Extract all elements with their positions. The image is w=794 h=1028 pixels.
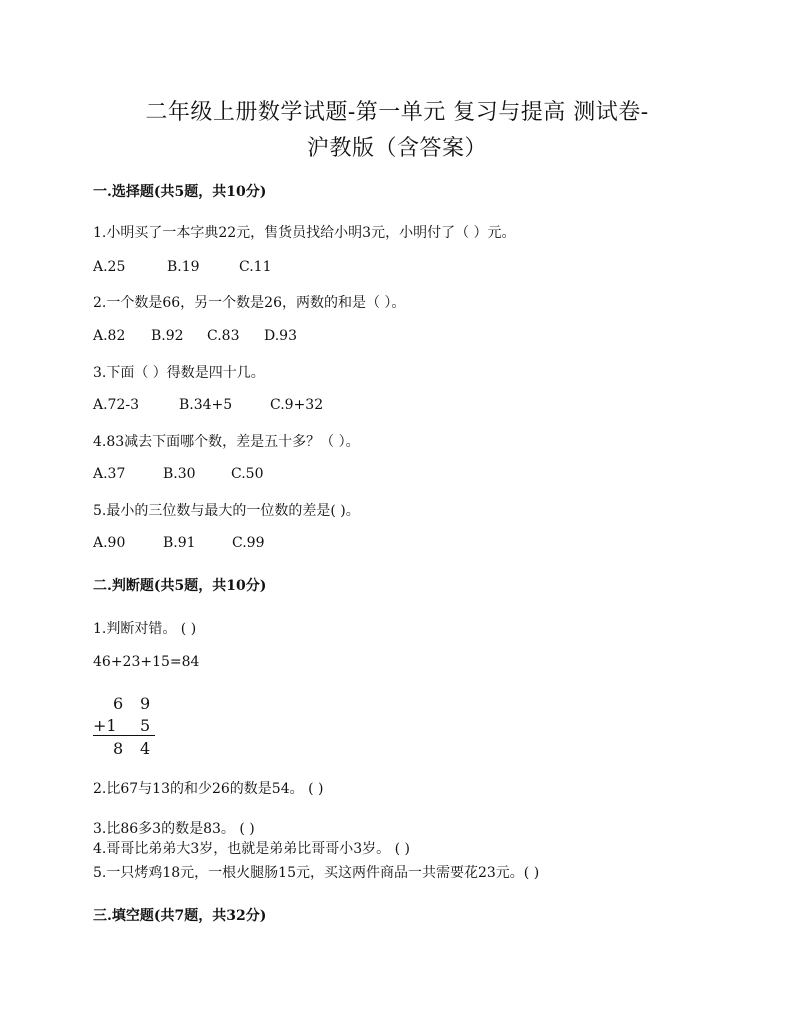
option: A.37 <box>93 466 126 482</box>
vertical-row-1 <box>93 694 163 714</box>
vertical-row-2 <box>93 716 163 736</box>
digit: 5 <box>140 716 151 735</box>
option: C.11 <box>239 259 272 275</box>
option: C.9+32 <box>270 397 324 413</box>
option: A.72-3 <box>93 397 140 413</box>
option: C.83 <box>207 328 240 344</box>
question-text: 5.最小的三位数与最大的一位数的差是( )。 <box>93 503 360 519</box>
question-text: 2.一个数是66，另一个数是26，两数的和是（ ）。 <box>93 295 406 311</box>
digit: 6 <box>113 694 124 713</box>
question-text: 4.83减去下面哪个数，差是五十多？（ ）。 <box>93 434 360 450</box>
option: A.25 <box>93 259 126 275</box>
options-row <box>93 328 297 344</box>
question-text: 3.比86多3的数是83。 ( ) <box>93 821 255 837</box>
option: B.92 <box>151 328 184 344</box>
question-text: 4.哥哥比弟弟大3岁，也就是弟弟比哥哥小3岁。 ( ) <box>93 841 410 857</box>
digit: 8 <box>113 739 124 758</box>
option: D.93 <box>264 328 297 344</box>
option: B.91 <box>163 535 196 551</box>
section-heading-fill: 三.填空题(共7题，共32分) <box>93 908 267 924</box>
digit: 4 <box>140 739 151 758</box>
section-heading-choice: 一.选择题(共5题，共10分) <box>93 184 267 200</box>
digit: 9 <box>140 694 151 713</box>
option: B.19 <box>167 259 200 275</box>
vertical-row-3 <box>93 739 163 759</box>
question-text: 1.判断对错。 ( ) <box>93 621 197 637</box>
question-text: 5.一只烤鸡18元，一根火腿肠15元，买这两件商品一共需要花23元。( ) <box>93 865 540 881</box>
options-row <box>93 259 271 275</box>
document-title-line-1: 二年级上册数学试题-第一单元 复习与提高 测试卷- <box>145 100 649 125</box>
options-row <box>93 535 264 551</box>
option: C.50 <box>231 466 264 482</box>
option: A.82 <box>93 328 126 344</box>
options-row <box>93 466 263 482</box>
option: A.90 <box>93 535 126 551</box>
question-text: 3.下面（ ）得数是四十几。 <box>93 365 265 381</box>
question-text: 1.小明买了一本字典22元，售货员找给小明3元，小明付了（ ）元。 <box>93 225 516 241</box>
option: B.30 <box>163 466 196 482</box>
digit: +1 <box>93 716 117 735</box>
section-heading-judge: 二.判断题(共5题，共10分) <box>93 578 267 594</box>
sum-line <box>93 735 155 736</box>
document-title-line-2: 沪教版（含答案） <box>306 136 487 161</box>
options-row <box>93 397 323 413</box>
option: C.99 <box>232 535 265 551</box>
expression: 46+23+15=84 <box>93 654 200 670</box>
option: B.34+5 <box>179 397 233 413</box>
question-text: 2.比67与13的和少26的数是54。 ( ) <box>93 781 324 797</box>
